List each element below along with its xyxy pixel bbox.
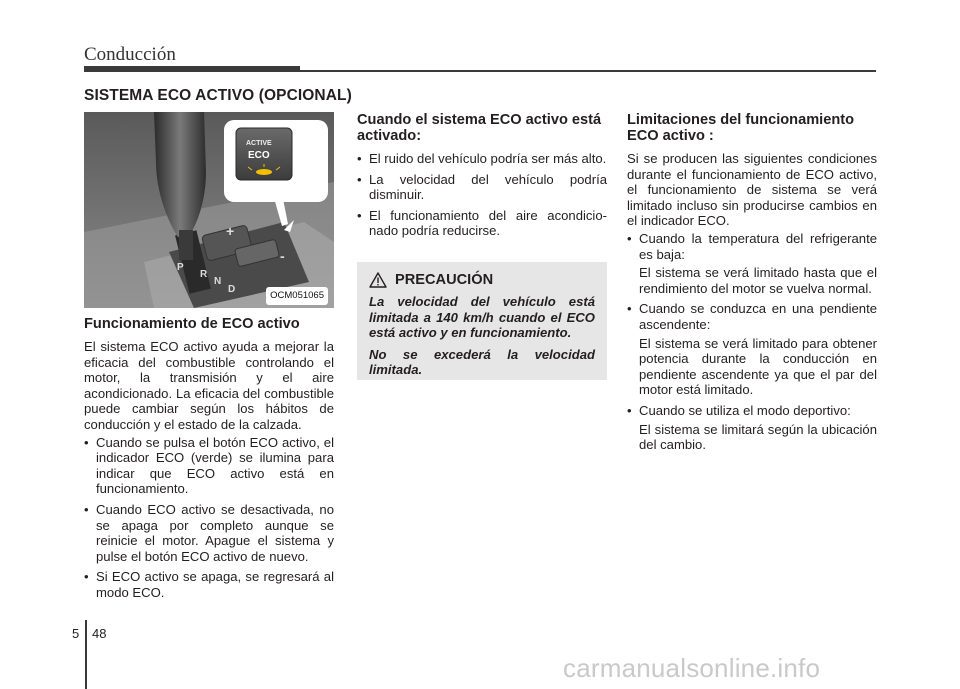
list-item: [627, 301, 877, 398]
section-title: SISTEMA ECO ACTIVO (OPCIONAL): [84, 87, 352, 104]
eco-button-top-label: ACTIVE: [246, 140, 272, 147]
footer-divider: [85, 620, 87, 689]
gear-letter-d: D: [228, 284, 236, 295]
list-item: • La velocidad del vehículo podría disminuir.: [357, 172, 607, 203]
heading-eco-operation: Funcionamiento de ECO activo: [84, 316, 300, 332]
effects-list: [357, 151, 607, 239]
condition-note: El sistema se verá limitado hasta que el rendimiento del motor se vuelva normal.: [639, 265, 877, 296]
caution-header: [369, 272, 595, 288]
list-item: [627, 403, 877, 453]
list-item: [627, 231, 877, 296]
gear-plus-label: +: [226, 223, 235, 239]
gear-letter-p: P: [177, 262, 184, 273]
caution-line: No se excederá la velocidad limitada.: [369, 346, 595, 378]
intro-paragraph: El sistema ECO activo ayuda a mejorar la eficacia del combustible controlando el motor, la transmisión y el aire acondicionado. La eficacia del combustible puede cambiar según los hábitos de conducción y el estado de la calzada.: [84, 339, 334, 432]
list-item: • Cuando se pulsa el botón ECO activo, el indicador ECO (verde) se ilumina para indicar que ECO activo está en funcionamiento.: [84, 435, 334, 497]
watermark: carmanualsonline.info: [563, 653, 821, 683]
gear-shifter-figure: [84, 112, 334, 308]
condition-head: Cuando se utiliza el modo deportivo:: [639, 402, 851, 418]
gear-letter-r: R: [200, 269, 208, 280]
chapter-title: Conducción: [84, 44, 176, 65]
column-middle: [357, 112, 607, 244]
caution-line: La velocidad del vehículo está limitada a 140 km/h cuando el ECO está activo y en funcionamiento.: [369, 294, 595, 341]
heading-limitations: Limitaciones del funcionamiento ECO activo :: [627, 112, 855, 144]
list-item: • Si ECO activo se apaga, se regresará al modo ECO.: [84, 569, 334, 600]
condition-note: El sistema se limitará según la ubicación del cambio.: [639, 421, 877, 453]
operation-list: [84, 435, 334, 601]
figure-code: OCM051065: [266, 287, 328, 305]
gear-shifter-illustration: [84, 112, 334, 308]
list-item: • Cuando ECO activo se desactivada, no se apaga por completo aunque se reinicie el motor. Apague el sistema y pulse el botón ECO activo de nuevo.: [84, 502, 334, 564]
list-item: • El funcionamiento del aire acondicio-nado podría reducirse.: [357, 208, 607, 239]
condition-note: El sistema se verá limitado para obtener potencia durante la conducción en pendiente ascendente ya que el par del motor está limitado.: [639, 335, 877, 398]
section-number: 5: [72, 626, 80, 641]
heading-eco-active: Cuando el sistema ECO activo está activado:: [357, 112, 602, 144]
column-right: [627, 112, 877, 458]
list-item: • El ruido del vehículo podría ser más alto.: [357, 151, 607, 167]
warning-triangle-icon: [369, 272, 387, 288]
limitations-intro: Si se producen las siguientes condiciones durante el funcionamiento de ECO activo, el funcionamiento de sistema se verá limitado incluso sin producirse cambios en el indicador ECO.: [627, 151, 877, 229]
eco-indicator-light: [256, 169, 272, 175]
eco-button-main-label: ECO: [248, 150, 270, 161]
limitations-list: [627, 231, 877, 453]
header-rule: [300, 70, 876, 72]
caution-box: [357, 262, 607, 380]
condition-head: Cuando la temperatura del refrigerante es baja:: [639, 230, 877, 262]
gear-letter-n: N: [214, 276, 222, 287]
page-number: 48: [92, 626, 107, 641]
header-bar: [84, 66, 300, 72]
column-left: [84, 112, 334, 606]
gear-minus-label: -: [280, 248, 285, 264]
condition-head: Cuando se conduzca en una pendiente ascendente:: [639, 301, 877, 332]
caution-title: PRECAUCIÓN: [395, 272, 494, 288]
